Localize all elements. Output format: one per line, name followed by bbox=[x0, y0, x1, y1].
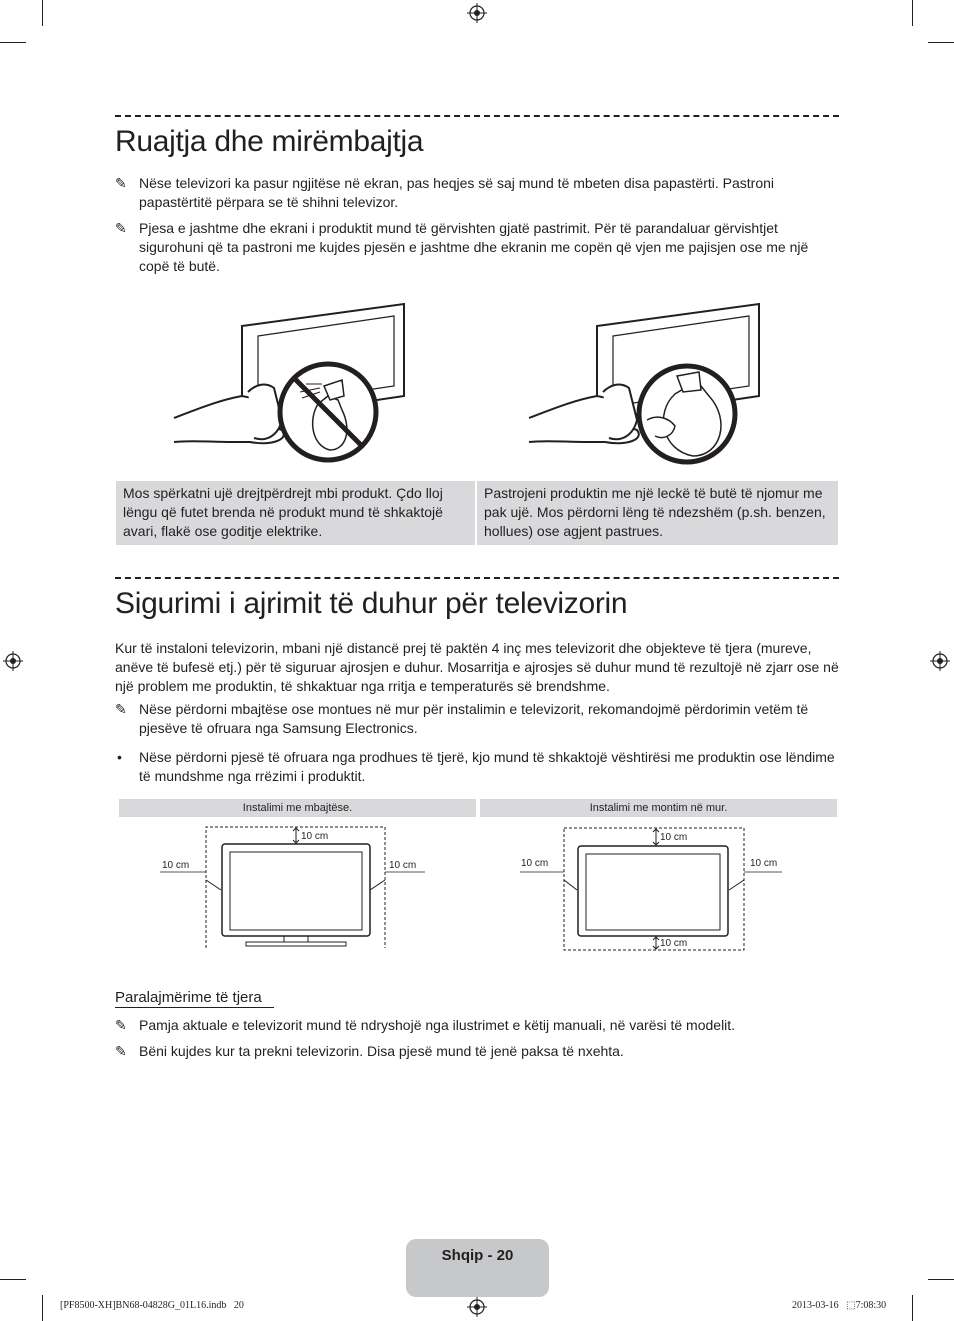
registration-mark-icon bbox=[467, 3, 487, 23]
note-text: Pjesa e jashtme dhe ekrani i produktit mund të gërvishten gjatë pastrimit. Për të parandaluar gërvishtjet sigurohuni që ta pastroni me kujdes pjesën e jashtme dhe ekranin me copën që vjen me pajisjen ose me një copë të butë. bbox=[139, 220, 809, 274]
note-pencil-icon: ✎ bbox=[115, 1017, 127, 1033]
warning-note-2 bbox=[115, 1042, 841, 1061]
wall-right-clearance: 10 cm bbox=[750, 858, 778, 869]
no-spray-illustration bbox=[170, 300, 410, 470]
stand-left-clearance: 10 cm bbox=[162, 860, 190, 871]
crop-mark bbox=[0, 42, 26, 43]
crop-mark bbox=[928, 1279, 954, 1280]
crop-mark bbox=[928, 42, 954, 43]
diagram-heading-wall: Instalimi me montim në mur. bbox=[480, 799, 837, 817]
registration-mark-icon bbox=[3, 651, 23, 671]
care-note-2 bbox=[115, 219, 841, 276]
ventilation-bullet bbox=[115, 748, 841, 786]
note-pencil-icon: ✎ bbox=[115, 220, 127, 236]
caption-no-spray: Mos spërkatni ujë drejtpërdrejt mbi produkt. Çdo lloj lëngu që futet brenda në produkt mund të shkaktojë avari, flakë ose goditje elektrike. bbox=[116, 481, 475, 545]
section-title-care: Ruajtja dhe mirëmbajtja bbox=[115, 125, 424, 158]
stand-right-clearance: 10 cm bbox=[389, 860, 417, 871]
note-pencil-icon: ✎ bbox=[115, 701, 127, 717]
page-label: Shqip - 20 bbox=[441, 1247, 514, 1264]
section-divider bbox=[115, 577, 839, 579]
note-pencil-icon: ✎ bbox=[115, 1043, 127, 1059]
crop-mark bbox=[912, 1295, 913, 1321]
crop-mark bbox=[42, 1295, 43, 1321]
bullet-text: Nëse përdorni pjesë të ofruara nga prodhues të tjerë, kjo mund të shkaktojë vështirësi me produktin ose lëndime të mundshme nga rrëzimi i produktit. bbox=[139, 749, 835, 784]
registration-mark-icon bbox=[467, 1297, 487, 1317]
bullet-icon: • bbox=[117, 749, 122, 765]
registration-mark-icon bbox=[930, 651, 950, 671]
stand-top-clearance: 10 cm bbox=[301, 831, 329, 842]
caption-soft-cloth: Pastrojeni produktin me një leckë të butë të njomur me pak ujë. Mos përdorni lëng të ndezshëm (p.sh. benzen, hollues) ose agjent pastrues. bbox=[477, 481, 838, 545]
other-warnings-heading: Paralajmërime të tjera bbox=[115, 989, 262, 1006]
note-text: Bëni kujdes kur ta prekni televizorin. Disa pjesë mund të jenë paksa të nxehta. bbox=[139, 1043, 624, 1059]
section-title-ventilation: Sigurimi i ajrimit të duhur për televizorin bbox=[115, 587, 628, 620]
note-text: Pamja aktuale e televizorit mund të ndryshojë nga ilustrimet e këtij manuali, në varësi të modelit. bbox=[139, 1017, 736, 1033]
note-text: Nëse përdorni mbajtëse ose montues në mur për instalimin e televizorit, rekomandojmë përdorimin vetëm të pjesëve të ofruara nga Samsung Electronics. bbox=[139, 701, 809, 736]
ventilation-intro: Kur të instaloni televizorin, mbani një distancë prej të paktën 4 inç mes televizorit dhe objekteve të tjera (mureve, anëve të bufesë etj.) për të siguruar ajrosjen e duhur. Mosarritja e ajrosjes së duhur mund të rezultojë në zjarr ose në një problem me produktin, të shkaktuar nga rritja e temperaturës së brendshme. bbox=[115, 640, 839, 694]
heading-underline bbox=[115, 1007, 274, 1008]
wall-clearance-diagram bbox=[520, 820, 790, 952]
wall-left-clearance: 10 cm bbox=[521, 858, 549, 869]
warning-note-1 bbox=[115, 1016, 841, 1035]
print-file-slug: [PF8500-XH]BN68-04828G_01L16.indb 20 bbox=[60, 1300, 244, 1311]
stand-clearance-diagram bbox=[160, 820, 430, 952]
crop-mark bbox=[0, 1279, 26, 1280]
section-divider bbox=[115, 115, 839, 117]
soft-cloth-illustration bbox=[525, 300, 765, 470]
care-note-1 bbox=[115, 174, 841, 212]
crop-mark bbox=[42, 0, 43, 26]
print-timestamp: 2013-03-16 ⬚7:08:30 bbox=[792, 1300, 887, 1311]
note-text: Nëse televizori ka pasur ngjitëse në ekran, pas heqjes së saj mund të mbeten disa papastërti. Pastroni papastërtitë përpara se të shihni televizor. bbox=[139, 175, 775, 210]
ventilation-note bbox=[115, 700, 841, 738]
note-pencil-icon: ✎ bbox=[115, 175, 127, 191]
diagram-heading-stand: Instalimi me mbajtëse. bbox=[119, 799, 476, 817]
wall-bottom-clearance: 10 cm bbox=[660, 938, 688, 949]
wall-top-clearance: 10 cm bbox=[660, 832, 688, 843]
page-number-tab bbox=[406, 1239, 549, 1297]
crop-mark bbox=[912, 0, 913, 26]
